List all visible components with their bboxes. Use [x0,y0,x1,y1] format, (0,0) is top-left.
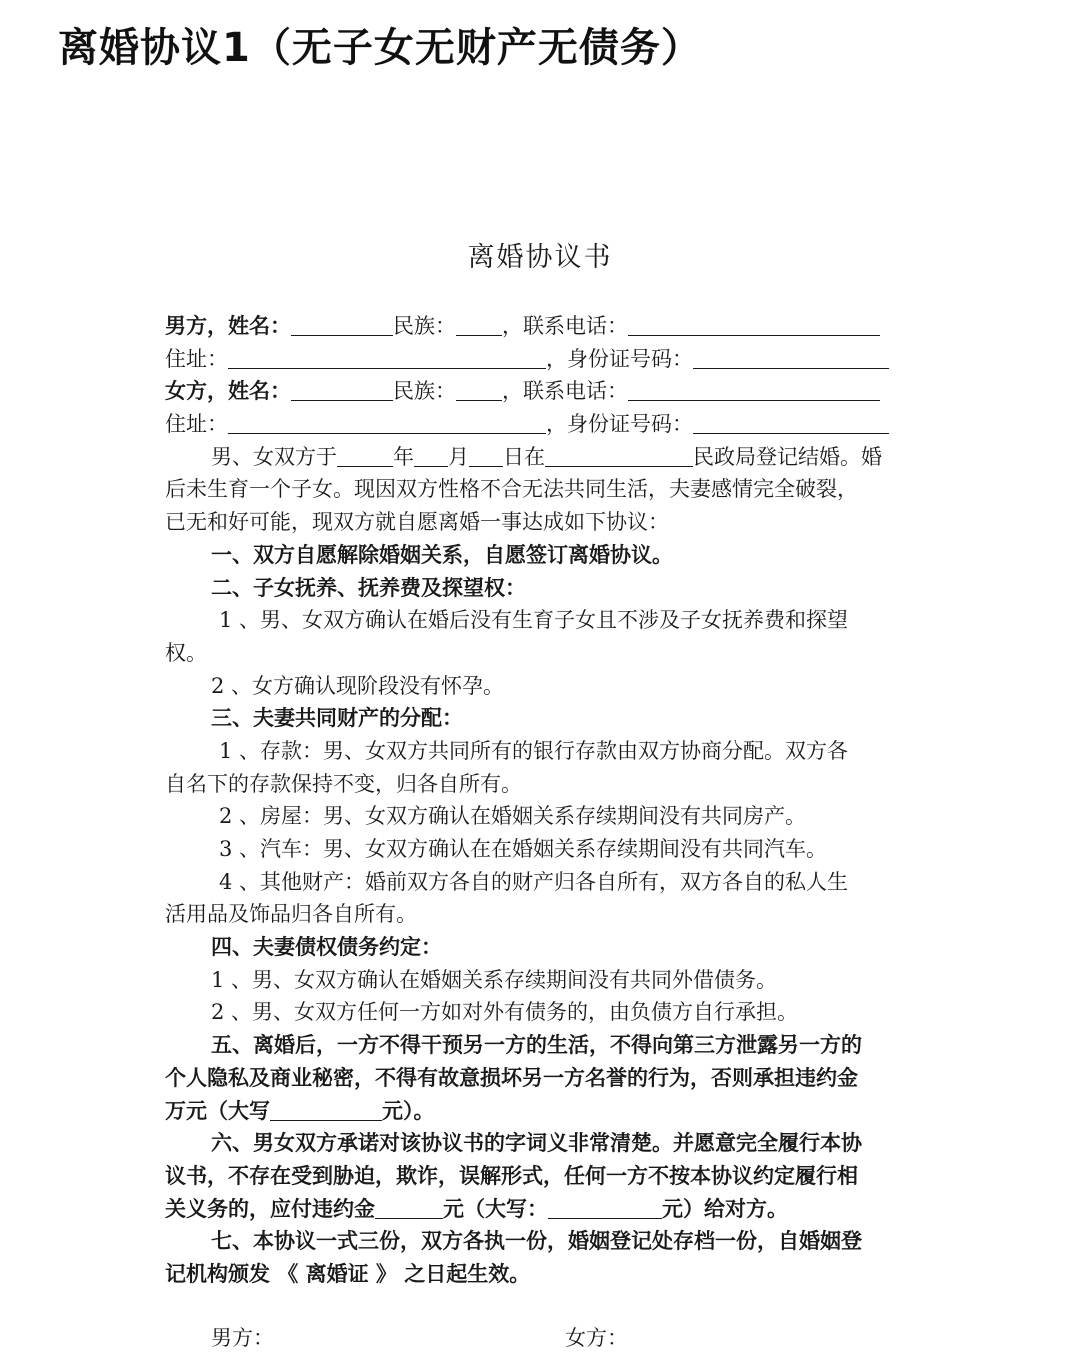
section-6-line-3 [165,1193,917,1226]
section-3-heading: 三、夫妻共同财产的分配： [211,705,463,731]
section-4-item-2: 2 、男、女双方任何一方如对外有债务的，由负债方自行承担。 [211,1000,799,1025]
section-7-line-2: 记机构颁发 《 离婚证 》 之日起生效。 [165,1260,531,1286]
male-address-blank [228,346,546,369]
female-id-label: ，身份证号码： [546,412,693,437]
section-1: 一、双方自愿解除婚姻关系，自愿签订离婚协议。 [211,541,673,567]
penalty-capital-blank [270,1098,382,1121]
section-3-item-2: 2 、房屋：男、女双方确认在婚姻关系存续期间没有共同房产。 [219,804,807,829]
marriage-line-3: 已无和好可能，现双方就自愿离婚一事达成如下协议： [165,510,669,535]
damages-amount-blank [375,1196,443,1219]
section-2-item-2: 2 、女方确认现阶段没有怀孕。 [211,673,505,698]
section-3-item-4-cont: 活用品及饰品归各自所有。 [165,902,417,927]
damages-text-mid: 元（大写： [443,1195,548,1221]
year-blank [337,444,393,467]
section-5-line-3 [165,1095,917,1128]
damages-text-end: 元）给对方。 [662,1195,788,1221]
section-3-item-1: 1 、存款：男、女双方共同所有的银行存款由双方协商分配。双方各 [219,738,849,763]
bureau-blank [545,444,693,467]
penalty-text: 万元（大写 [165,1097,270,1123]
female-phone-label: ，联系电话： [502,379,628,404]
female-address-label: 住址： [165,412,228,437]
marriage-text: 男、女双方于 [211,444,337,469]
male-id-blank [693,346,889,369]
section-2-item-1: 1 、男、女双方确认在婚后没有生育子女且不涉及子女抚养费和探望 [219,608,849,633]
female-address-blank [228,411,546,434]
male-name-label: 男方，姓名： [165,313,291,338]
damages-capital-blank [548,1196,662,1219]
male-ethnicity-label: 民族： [393,314,456,338]
female-ethnicity-blank [456,378,502,401]
female-address-line [165,408,917,441]
section-5-line-2: 个人隐私及商业秘密，不得有故意损坏另一方名誉的行为，否则承担违约金 [165,1064,858,1090]
female-signature-label: 女方： [565,1326,628,1350]
female-id-blank [693,411,889,434]
section-6-line-2: 议书，不存在受到胁迫，欺诈，误解形式，任何一方不按本协议约定履行相 [165,1162,858,1188]
section-2-item-1-cont: 权。 [165,640,207,665]
male-name-blank [291,313,393,336]
female-info-line [165,375,917,408]
section-4-heading: 四、夫妻债权债务约定： [211,934,442,960]
section-3-item-1-cont: 自名下的存款保持不变，归各自所有。 [165,771,522,796]
male-phone-label: ，联系电话： [502,314,628,338]
marriage-line-2: 后未生育一个子女。现因双方性格不合无法共同生活，夫妻感情完全破裂， [165,477,858,502]
damages-text: 关义务的，应付违约金 [165,1195,375,1221]
section-4-item-1: 1 、男、女双方确认在婚姻关系存续期间没有共同外借债务。 [211,967,778,992]
female-name-label: 女方，姓名： [165,378,291,404]
marriage-text-2: 民政局登记结婚。婚 [693,444,882,469]
male-ethnicity-blank [456,313,502,336]
section-3-item-3: 3 、汽车：男、女双方确认在在婚姻关系存续期间没有共同汽车。 [219,837,828,861]
month-label: 月 [448,444,469,469]
section-2-heading: 二、子女抚养、抚养费及探望权： [211,574,526,600]
male-info-line [165,310,917,343]
section-6-line-1: 六、男女双方承诺对该协议书的字词义非常清楚。并愿意完全履行本协 [211,1130,862,1156]
section-3-item-4: 4 、其他财产：婚前双方各自的财产归各自所有，双方各自的私人生 [219,869,849,894]
year-label: 年 [393,444,414,469]
male-phone-blank [628,313,880,336]
female-phone-blank [628,378,880,401]
male-id-label: ，身份证号码： [546,346,693,371]
day-label: 日在 [503,444,545,469]
male-address-line [165,343,917,376]
marriage-line-1 [165,441,917,474]
document-title: 离婚协议书 [467,242,613,273]
month-blank [414,444,448,467]
day-blank [469,444,503,467]
male-address-label: 住址： [165,346,228,371]
section-7-line-1: 七、本协议一式三份，双方各执一份，婚姻登记处存档一份，自婚姻登 [211,1228,862,1254]
penalty-text-end: 元）。 [382,1097,435,1123]
female-ethnicity-label: 民族： [393,379,456,404]
male-signature-label: 男方： [211,1326,274,1350]
section-5-line-1: 五、离婚后，一方不得干预另一方的生活，不得向第三方泄露另一方的 [211,1032,862,1058]
female-name-blank [291,378,393,401]
document-body [165,310,917,1291]
page-title: 离婚协议1（无子女无财产无债务） [58,25,702,71]
